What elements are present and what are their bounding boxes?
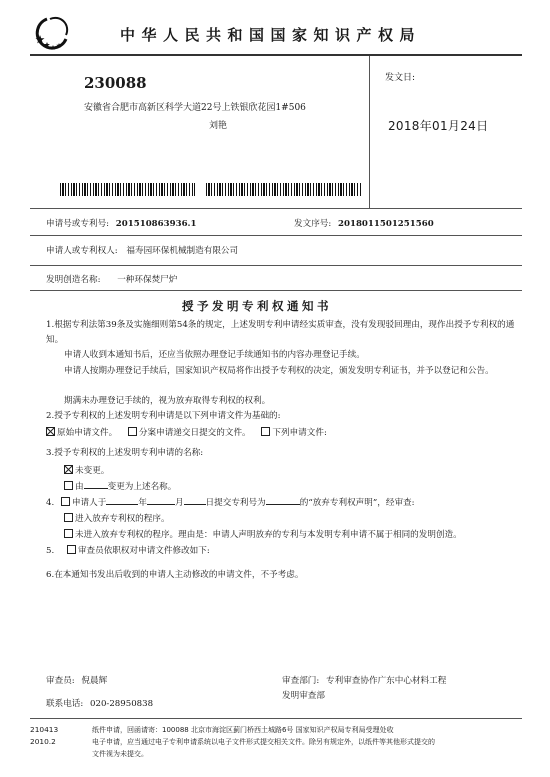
barcode-left xyxy=(60,183,195,196)
item-2-options xyxy=(46,426,327,438)
phone-number: 020-28950838 xyxy=(90,699,154,709)
department-name-2: 发明审查部 xyxy=(282,691,325,701)
phone-label: 联系电话: xyxy=(46,699,84,709)
application-number-label: 申请号或专利号: xyxy=(46,219,110,229)
invention-title-row xyxy=(46,273,177,285)
checkbox-following-documents[interactable] xyxy=(261,427,270,436)
phone-row xyxy=(46,697,153,709)
examiner-row xyxy=(46,674,107,686)
examiner-name: 倪晨辉 xyxy=(81,676,108,686)
checkbox-name-changed[interactable] xyxy=(64,481,73,490)
option-enter-waiver: 进入放弃专利权的程序。 xyxy=(75,514,170,524)
option-name-changed-prefix: 由 xyxy=(75,482,84,492)
document-number: 2018011501251560 xyxy=(338,219,434,229)
rule-4 xyxy=(30,290,522,291)
department-row xyxy=(282,674,446,686)
item-5-text: 审查员依职权对申请文件修改如下: xyxy=(77,546,210,556)
waiver-text-month: 月 xyxy=(174,498,184,508)
checkbox-name-unchanged[interactable] xyxy=(64,465,73,474)
invention-title: 一种环保焚尸炉 xyxy=(117,275,178,285)
issue-date-label: 发文日: xyxy=(385,73,416,83)
header-rule xyxy=(30,54,522,56)
mailing-address: 安徽省合肥市高新区科学大道22号上铁银欣花园1#506 xyxy=(84,103,306,113)
item-5-row xyxy=(46,544,210,556)
invention-title-label: 发明创造名称: xyxy=(46,275,101,285)
postcode: 230088 xyxy=(84,74,147,92)
footer-note-3: 文件视为未提交。 xyxy=(92,750,148,758)
document-number-row xyxy=(294,217,434,229)
notice-paragraph-1: 1.根据专利法第39条及实施细则第54条的规定，上述发明专利申请经实质审查，没有发现驳回理由，现作出授予专利权的通知。 xyxy=(46,320,515,345)
notice-paragraph-1b: 申请人按期办理登记手续后，国家知识产权局将作出授予专利权的决定，颁发发明专利证书，并予以登记和公告。 xyxy=(64,366,494,376)
notice-item-6: 6.在本通知书发出后收到的申请人主动修改的申请文件，不予考虑。 xyxy=(46,570,304,580)
waiver-text-year: 年 xyxy=(138,498,147,508)
option-name-unchanged: 未变更。 xyxy=(75,466,110,476)
checkbox-examiner-amendment[interactable] xyxy=(67,545,76,554)
item-3-option-1 xyxy=(64,464,109,476)
blank-day xyxy=(184,495,206,505)
form-date: 2010.2 xyxy=(30,737,56,746)
notice-paragraph-1c: 期满未办理登记手续的，视为放弃取得专利权的权利。 xyxy=(64,396,271,406)
blank-patent-number xyxy=(266,495,300,505)
checkbox-divisional-documents[interactable] xyxy=(128,427,137,436)
rule-2 xyxy=(30,235,522,236)
rule-1 xyxy=(30,208,522,209)
notice-item-3: 3.授予专利权的上述发明专利申请的名称: xyxy=(46,448,204,458)
blank-year xyxy=(106,495,138,505)
issue-date: 2018年01月24日 xyxy=(388,119,489,133)
document-number-label: 发文序号: xyxy=(294,219,332,229)
agency-name: 中华人民共和国国家知识产权局 xyxy=(120,26,422,44)
item-4-option-2 xyxy=(64,528,462,540)
rule-3 xyxy=(30,265,522,266)
footer-note-2: 电子申请，应当通过电子专利申请系统以电子文件形式提交相关文件。除另有规定外，以纸件等其他形式提交的 xyxy=(92,738,435,746)
option-not-enter-waiver: 未进入放弃专利权的程序。理由是：申请人声明放弃的专利与本发明专利申请不属于相同的发明创造。 xyxy=(75,530,462,540)
option-name-changed-suffix: 变更为上述名称。 xyxy=(107,482,177,492)
item-4-option-1 xyxy=(64,512,170,524)
option-divisional-documents: 分案申请递交日提交的文件。 xyxy=(138,428,251,438)
notice-paragraph-1a: 申请人收到本通知书后，还应当依照办理登记手续通知书的内容办理登记手续。 xyxy=(64,350,365,360)
department-name-1: 专利审查协作广东中心材料工程 xyxy=(326,676,447,686)
item-3-option-2 xyxy=(64,479,176,492)
blank-month xyxy=(147,495,175,505)
waiver-text-c: 的“放弃专利权声明”，经审查: xyxy=(299,498,415,508)
checkbox-not-enter-waiver[interactable] xyxy=(64,529,73,538)
checkbox-waiver-statement[interactable] xyxy=(61,497,70,506)
examiner-label: 审查员: xyxy=(46,676,75,686)
notice-heading: 授予发明专利权通知书 xyxy=(182,299,332,313)
option-following-documents: 下列申请文件: xyxy=(272,428,327,438)
application-number-row xyxy=(46,217,197,229)
checkbox-original-documents[interactable] xyxy=(46,427,55,436)
barcode-right xyxy=(206,183,361,196)
recipient-name: 刘艳 xyxy=(209,121,228,131)
item-4-row xyxy=(46,495,415,508)
checkbox-enter-waiver[interactable] xyxy=(64,513,73,522)
applicant-name: 福寿园环保机械制造有限公司 xyxy=(126,246,239,256)
agency-emblem xyxy=(33,15,69,51)
footer-note-1: 纸件申请，回函请寄：100088 北京市海淀区蓟门桥西土城路6号 国家知识产权局专利局受理处收 xyxy=(92,726,394,734)
application-number: 201510863936.1 xyxy=(115,219,197,229)
column-divider xyxy=(369,56,370,208)
waiver-text-a: 申请人于 xyxy=(71,498,107,508)
emblem-icon xyxy=(33,15,69,51)
applicant-row xyxy=(46,244,238,256)
item-5-number: 5. xyxy=(46,546,55,556)
notice-item-2: 2.授予专利权的上述发明专利申请是以下列申请文件为基础的: xyxy=(46,411,281,421)
option-original-documents: 原始申请文件。 xyxy=(57,428,118,438)
footer-rule xyxy=(30,718,522,719)
item-4-number: 4. xyxy=(46,498,55,508)
blank-old-name xyxy=(84,479,108,489)
form-code: 210413 xyxy=(30,725,59,734)
waiver-text-b: 日提交专利号为 xyxy=(205,498,266,508)
department-label: 审查部门: xyxy=(282,676,320,686)
applicant-label: 申请人或专利权人: xyxy=(46,246,118,256)
